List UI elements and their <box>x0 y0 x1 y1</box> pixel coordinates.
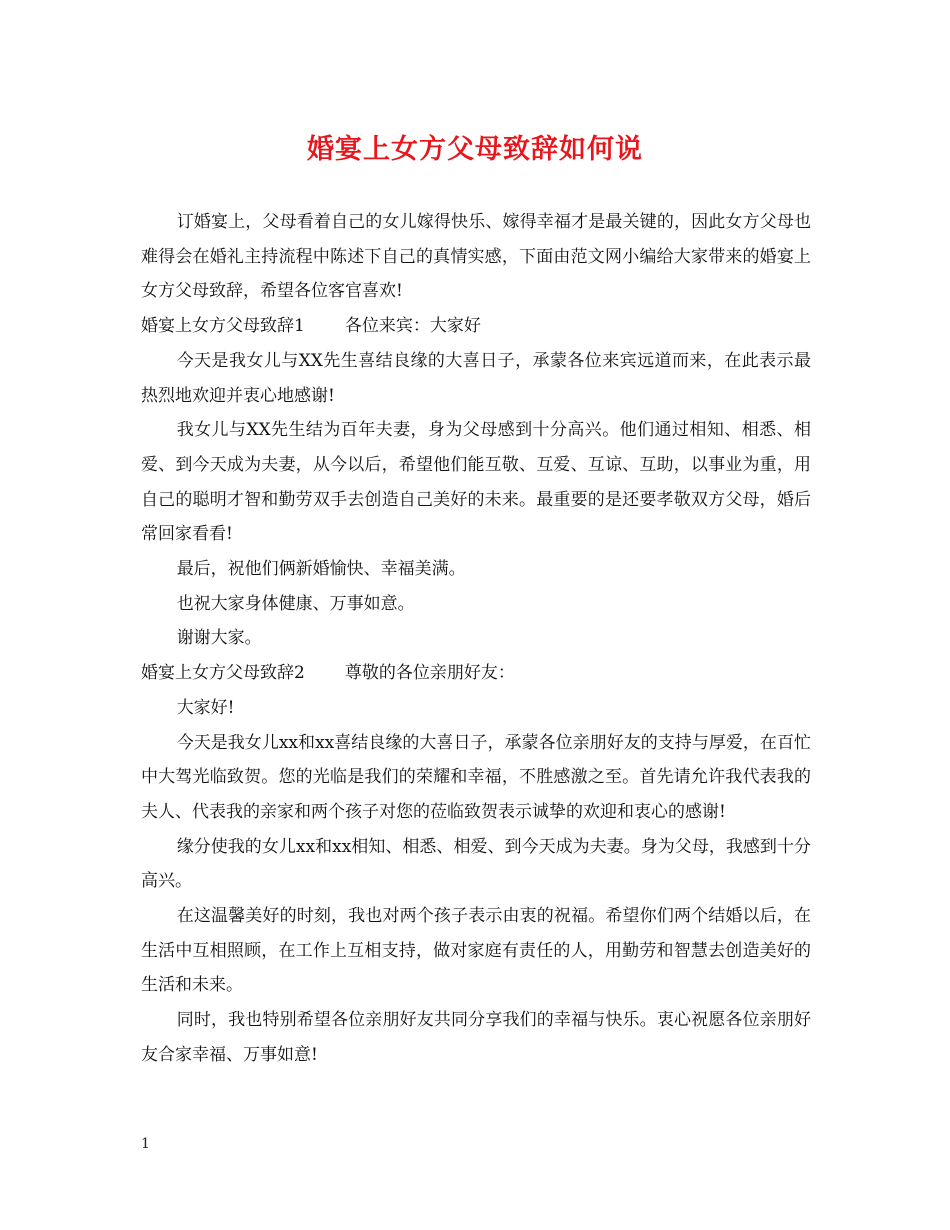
speech-2-salutation: 尊敬的各位亲朋好友： <box>344 663 515 684</box>
speech-2-heading: 婚宴上女方父母致辞2 <box>141 663 305 684</box>
speech-1-paragraph: 我女儿与XX先生结为百年夫妻，身为父母感到十分高兴。他们通过相知、相悉、相爱、到今天成为夫妻，从今以后，希望他们能互敬、互爱、互谅、互助，以事业为重，用自己的聪明才智和勤劳双手去创造自己美好的未来。最重要的是还要孝敬双方父母，婚后常回家看看! <box>141 420 811 545</box>
speech-2-paragraph: 大家好! <box>176 697 235 718</box>
speech-2-heading-line <box>141 656 811 691</box>
speech-1-salutation: 各位来宾：大家好 <box>344 316 481 337</box>
speech-1-paragraph: 最后，祝他们俩新婚愉快、幸福美满。 <box>176 559 466 580</box>
speech-2-paragraph: 今天是我女儿xx和xx喜结良缘的大喜日子，承蒙各位亲朋好友的支持与厚爱，在百忙中大驾光临致贺。您的光临是我们的荣耀和幸福，不胜感激之至。首先请允许我代表我的夫人、代表我的亲家和两个孩子对您的莅临致贺表示诚挚的欢迎和衷心的感谢! <box>141 732 811 822</box>
speech-1-paragraph: 也祝大家身体健康、万事如意。 <box>176 593 415 614</box>
speech-2-paragraph: 在这温馨美好的时刻，我也对两个孩子表示由衷的祝福。希望你们两个结婚以后，在生活中互相照顾，在工作上互相支持，做对家庭有责任的人，用勤劳和智慧去创造美好的生活和未来。 <box>141 906 811 996</box>
speech-2-paragraph: 缘分使我的女儿xx和xx相知、相悉、相爱、到今天成为夫妻。身为父母，我感到十分高兴。 <box>141 836 811 892</box>
document-title: 婚宴上女方父母致辞如何说 <box>307 134 643 165</box>
document-body <box>141 205 811 1073</box>
speech-1-heading: 婚宴上女方父母致辞1 <box>141 316 305 337</box>
speech-1-heading-line <box>141 309 811 344</box>
page-number: 1 <box>141 1136 150 1152</box>
speech-1-paragraph: 今天是我女儿与XX先生喜结良缘的大喜日子，承蒙各位来宾远道而来，在此表示最热烈地欢迎并衷心地感谢! <box>141 350 811 406</box>
intro-paragraph: 订婚宴上，父母看着自己的女儿嫁得快乐、嫁得幸福才是最关键的，因此女方父母也难得会在婚礼主持流程中陈述下自己的真情实感，下面由范文网小编给大家带来的婚宴上女方父母致辞，希望各位客官喜欢! <box>141 212 811 302</box>
speech-2-paragraph: 同时，我也特别希望各位亲朋好友共同分享我们的幸福与快乐。衷心祝愿各位亲朋好友合家幸福、万事如意! <box>141 1010 811 1065</box>
speech-1-paragraph: 谢谢大家。 <box>176 628 262 649</box>
